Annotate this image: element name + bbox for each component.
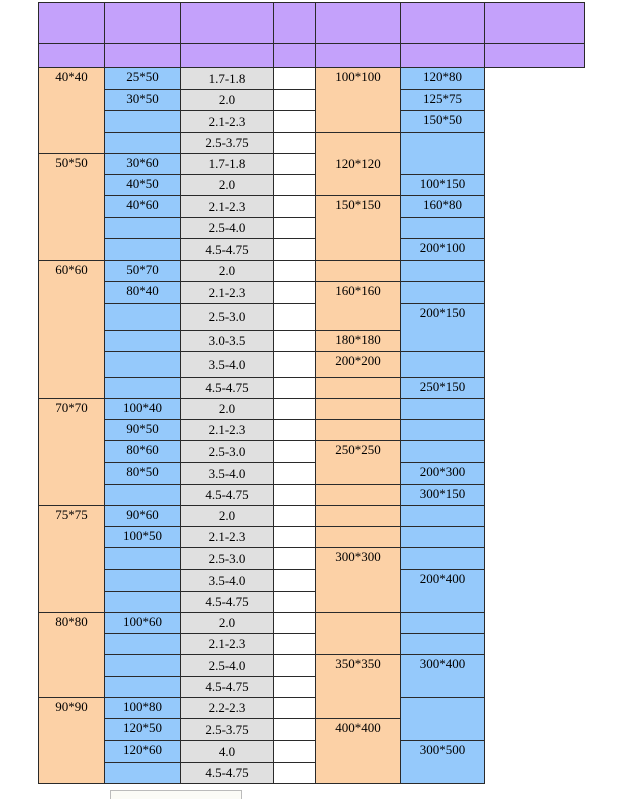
rect-tube-size — [105, 218, 181, 239]
rect-tube-size: 30*60 — [105, 154, 181, 175]
thickness-range: 1.7-1.8 — [181, 154, 274, 175]
thickness-range: 2.5-3.0 — [181, 548, 274, 570]
table-row — [39, 304, 585, 331]
rect-tube-size — [105, 634, 181, 655]
rect-tube-size — [105, 763, 181, 784]
square-tube-size: 60*60 — [39, 261, 105, 399]
table-row — [39, 655, 585, 677]
material-cell — [274, 527, 316, 548]
square-tube-size-right: 100*100 — [316, 68, 401, 133]
thickness-range: 2.5-4.0 — [181, 655, 274, 677]
rect-tube-size-right — [401, 698, 485, 741]
unit-rect-tube-right — [401, 44, 485, 68]
table-row — [39, 548, 585, 570]
material-cell — [274, 613, 316, 634]
table-row — [39, 239, 585, 261]
material-cell — [274, 352, 316, 378]
square-tube-size-right — [316, 261, 401, 282]
table-row — [39, 570, 585, 592]
square-tube-size-right: 250*250 — [316, 441, 401, 485]
rect-tube-size: 50*70 — [105, 261, 181, 282]
table-row — [39, 378, 585, 399]
square-tube-size-right: 300*300 — [316, 548, 401, 613]
thickness-range: 4.5-4.75 — [181, 763, 274, 784]
material-cell — [274, 111, 316, 133]
rect-tube-size — [105, 570, 181, 592]
rect-tube-size — [105, 677, 181, 698]
thickness-range: 3.0-3.5 — [181, 331, 274, 352]
rect-tube-size-right — [401, 613, 485, 634]
square-tube-size: 90*90 — [39, 698, 105, 784]
thickness-range: 2.1-2.3 — [181, 420, 274, 441]
rect-tube-size-right — [401, 399, 485, 420]
thickness-range: 2.1-2.3 — [181, 111, 274, 133]
square-tube-size: 50*50 — [39, 154, 105, 261]
thickness-range: 1.7-1.8 — [181, 68, 274, 90]
thickness-range: 2.0 — [181, 613, 274, 634]
square-tube-size: 75*75 — [39, 506, 105, 613]
square-tube-size-right — [316, 527, 401, 548]
material-cell — [274, 239, 316, 261]
thickness-range: 4.5-4.75 — [181, 677, 274, 698]
square-tube-size: 40*40 — [39, 68, 105, 154]
rect-tube-size: 100*60 — [105, 613, 181, 634]
unit-square-tube-right — [316, 44, 401, 68]
rect-tube-size: 100*50 — [105, 527, 181, 548]
rect-tube-size-right — [401, 282, 485, 304]
material-cell — [274, 90, 316, 111]
thickness-range: 2.0 — [181, 399, 274, 420]
rect-tube-size — [105, 331, 181, 352]
material-cell — [274, 719, 316, 741]
rect-tube-size-right: 300*400 — [401, 655, 485, 698]
rect-tube-size — [105, 592, 181, 613]
square-tube-size-right: 150*150 — [316, 196, 401, 261]
rect-tube-size-right: 125*75 — [401, 90, 485, 111]
rect-tube-size-right: 200*150 — [401, 304, 485, 352]
square-tube-size: 80*80 — [39, 613, 105, 698]
rect-tube-size — [105, 111, 181, 133]
table-row — [39, 90, 585, 111]
table-row — [39, 399, 585, 420]
thickness-range: 2.0 — [181, 90, 274, 111]
rect-tube-size: 80*60 — [105, 441, 181, 463]
header-material — [274, 3, 316, 44]
rect-tube-size-right: 160*80 — [401, 196, 485, 218]
thickness-range: 2.2-2.3 — [181, 698, 274, 719]
rect-tube-size-right: 200*300 — [401, 463, 485, 485]
thickness-range: 2.1-2.3 — [181, 527, 274, 548]
material-cell — [274, 655, 316, 677]
material-cell — [274, 218, 316, 239]
square-tube-size: 70*70 — [39, 399, 105, 506]
material-grade — [274, 44, 316, 68]
table-row — [39, 331, 585, 352]
rect-tube-size: 100*40 — [105, 399, 181, 420]
rect-tube-size: 90*60 — [105, 506, 181, 527]
rect-tube-size-right — [401, 506, 485, 527]
thickness-range: 2.1-2.3 — [181, 196, 274, 218]
table-row — [39, 154, 585, 175]
thickness-range: 2.5-3.0 — [181, 304, 274, 331]
rect-tube-size — [105, 485, 181, 506]
material-cell — [274, 420, 316, 441]
material-cell — [274, 378, 316, 399]
table-row — [39, 196, 585, 218]
thickness-range: 3.5-4.0 — [181, 352, 274, 378]
square-tube-size-right: 200*200 — [316, 352, 401, 378]
material-cell — [274, 196, 316, 218]
rect-tube-size — [105, 239, 181, 261]
thickness-range: 2.5-4.0 — [181, 218, 274, 239]
material-cell — [274, 506, 316, 527]
table-row — [39, 282, 585, 304]
material-cell — [274, 741, 316, 763]
table-row — [39, 175, 585, 196]
square-tube-size-right — [316, 399, 401, 420]
rect-tube-size-right — [401, 261, 485, 282]
unit-row — [39, 44, 585, 68]
thickness-range: 2.5-3.0 — [181, 441, 274, 463]
unit-rect-tube — [105, 44, 181, 68]
thickness-range: 3.5-4.0 — [181, 463, 274, 485]
square-tube-size-right — [316, 420, 401, 441]
unit-thickness-right — [485, 44, 585, 68]
rect-tube-size-right: 250*150 — [401, 378, 485, 399]
material-cell — [274, 763, 316, 784]
material-cell — [274, 698, 316, 719]
rect-tube-size: 90*50 — [105, 420, 181, 441]
table-row — [39, 527, 585, 548]
table-row — [39, 613, 585, 634]
header-square-tube — [39, 3, 105, 44]
table-row — [39, 218, 585, 239]
square-tube-size-right — [316, 378, 401, 399]
thickness-range: 4.5-4.75 — [181, 592, 274, 613]
material-cell — [274, 175, 316, 196]
unit-thickness — [181, 44, 274, 68]
table-row — [39, 677, 585, 698]
header-row — [39, 3, 585, 44]
thickness-range: 2.5-3.75 — [181, 133, 274, 154]
rect-tube-size: 80*40 — [105, 282, 181, 304]
thickness-range: 2.1-2.3 — [181, 634, 274, 655]
table-row — [39, 420, 585, 441]
header-square-tube-right — [316, 3, 401, 44]
table-row — [39, 111, 585, 133]
rect-tube-size-right: 120*80 — [401, 68, 485, 90]
rect-tube-size — [105, 133, 181, 154]
table-row — [39, 68, 585, 90]
header-thickness — [181, 3, 274, 44]
table-row — [39, 485, 585, 506]
material-cell — [274, 570, 316, 592]
rect-tube-size: 40*60 — [105, 196, 181, 218]
thickness-range: 4.5-4.75 — [181, 378, 274, 399]
thickness-range: 2.0 — [181, 506, 274, 527]
table-row — [39, 741, 585, 763]
rect-tube-size: 40*50 — [105, 175, 181, 196]
rect-tube-size: 120*50 — [105, 719, 181, 741]
header-rect-tube — [105, 3, 181, 44]
unit-square-tube — [39, 44, 105, 68]
material-cell — [274, 399, 316, 420]
rect-tube-size — [105, 378, 181, 399]
material-cell — [274, 463, 316, 485]
header-rect-tube-right — [401, 3, 485, 44]
rect-tube-size-right: 200*100 — [401, 239, 485, 261]
table-row — [39, 698, 585, 719]
rect-tube-size-right — [401, 527, 485, 548]
material-cell — [274, 634, 316, 655]
material-cell — [274, 592, 316, 613]
square-tube-size-right: 180*180 — [316, 331, 401, 352]
material-cell — [274, 154, 316, 175]
rect-tube-size-right — [401, 218, 485, 239]
thickness-range: 4.5-4.75 — [181, 485, 274, 506]
rect-tube-size — [105, 548, 181, 570]
rect-tube-size-right — [401, 634, 485, 655]
rect-tube-size-right — [401, 352, 485, 378]
material-cell — [274, 68, 316, 90]
rect-tube-size-right — [401, 420, 485, 441]
material-cell — [274, 304, 316, 331]
material-cell — [274, 677, 316, 698]
thickness-range: 4.0 — [181, 741, 274, 763]
rect-tube-size-right — [401, 133, 485, 175]
material-cell — [274, 331, 316, 352]
thickness-range: 3.5-4.0 — [181, 570, 274, 592]
material-cell — [274, 485, 316, 506]
square-tube-size-right: 120*120 — [316, 133, 401, 196]
table-row — [39, 763, 585, 784]
rect-tube-size: 30*50 — [105, 90, 181, 111]
thickness-range: 4.5-4.75 — [181, 239, 274, 261]
square-tube-size-right: 350*350 — [316, 655, 401, 719]
rect-tube-size: 120*60 — [105, 741, 181, 763]
thickness-range: 2.1-2.3 — [181, 282, 274, 304]
material-cell — [274, 441, 316, 463]
rect-tube-size: 25*50 — [105, 68, 181, 90]
table-row — [39, 352, 585, 378]
rect-tube-size-right: 100*150 — [401, 175, 485, 196]
table-row — [39, 261, 585, 282]
thickness-range: 2.0 — [181, 261, 274, 282]
square-tube-size-right: 160*160 — [316, 282, 401, 331]
rect-tube-size — [105, 655, 181, 677]
thickness-range: 2.5-3.75 — [181, 719, 274, 741]
rect-tube-size: 80*50 — [105, 463, 181, 485]
rect-tube-size-right: 200*400 — [401, 570, 485, 613]
rect-tube-size — [105, 352, 181, 378]
table-row — [39, 441, 585, 463]
table-row — [39, 506, 585, 527]
thickness-range: 2.0 — [181, 175, 274, 196]
steel-tube-spec-table — [38, 2, 585, 784]
material-cell — [274, 133, 316, 154]
material-cell — [274, 261, 316, 282]
rect-tube-size-right: 300*500 — [401, 741, 485, 784]
table-row — [39, 592, 585, 613]
header-thickness-right — [485, 3, 585, 44]
rect-tube-size-right — [401, 548, 485, 570]
rect-tube-size-right: 300*150 — [401, 485, 485, 506]
square-tube-size-right: 400*400 — [316, 719, 401, 784]
square-tube-size-right — [316, 485, 401, 506]
rect-tube-size-right: 150*50 — [401, 111, 485, 133]
table-row — [39, 719, 585, 741]
table-row — [39, 634, 585, 655]
rect-tube-size — [105, 304, 181, 331]
square-tube-size-right — [316, 506, 401, 527]
rect-tube-size-right — [401, 441, 485, 463]
rect-tube-size: 100*80 — [105, 698, 181, 719]
table-row — [39, 133, 585, 154]
material-cell — [274, 282, 316, 304]
material-cell — [274, 548, 316, 570]
square-tube-size-right — [316, 613, 401, 655]
table-row — [39, 463, 585, 485]
